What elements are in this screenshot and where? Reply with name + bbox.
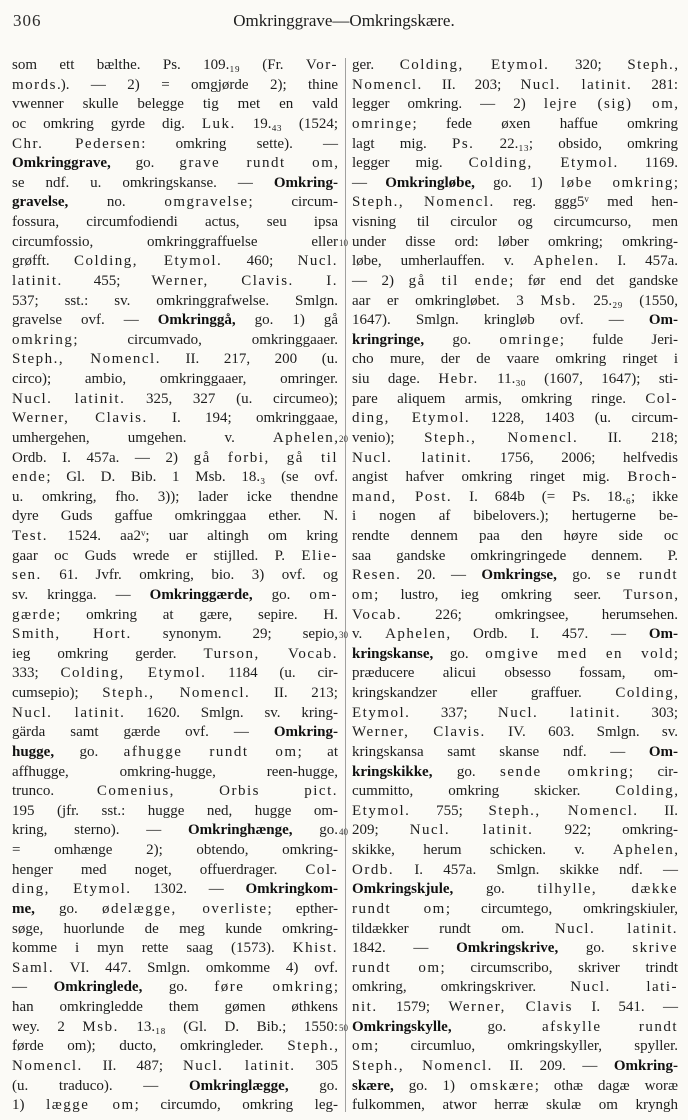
text-line: 1647). Smlgn. kringløb ovf. — Om- [352, 312, 678, 329]
text-line: kringskansa samt skanse ndf. — Om- [352, 743, 678, 760]
text-line: henger med noget, offuerdrager. Col- [12, 861, 338, 878]
text-line: aar er omkringløbet. 3 Msb. 25.₂₉ (1550, [352, 292, 678, 309]
text-line: præducere alicui obsesso fossam, om- [352, 665, 678, 682]
text-line: tildækker rundt om. Nucl. latinit. [352, 920, 678, 937]
text-line: nit. 1579; Werner, Clavis I. 541. — [352, 999, 679, 1015]
text-line: siu dage. Hebr. 11.₃₀ (1607, 1647); sti- [352, 371, 678, 387]
margin-line-number: 30 [339, 630, 348, 641]
text-line: Ordb. I. 457a. Smlgn. skikke ndf. — [352, 861, 678, 878]
text-line: 333; Colding, Etymol. 1184 (u. cir- [12, 665, 338, 682]
text-line: saa gandske omkringringede dennem. P. [352, 547, 678, 564]
text-line: dyre Guds gaffue omkringgaa ether. N. [12, 508, 338, 525]
text-line: — Omkringløbe, go. 1) løbe omkring; [352, 174, 678, 191]
text-line: Nomencl. II. 487; Nucl. latinit. 305 [12, 1057, 338, 1074]
text-line: rendte dennem paa den høyre side oc [352, 528, 678, 544]
column-divider [345, 58, 346, 1112]
text-line: omringe; fede øxen haffue omkring [352, 115, 678, 132]
text-line: circo); ambio, omkringgaaer, omringer. [12, 371, 338, 387]
text-line: = omhænge 2); obtendo, omkring- [12, 842, 338, 858]
text-line: visning til circulor og circumcurso, men [352, 214, 678, 230]
text-line: Nucl. latinit. 1620. Smlgn. sv. kring- [12, 704, 338, 721]
text-line: legger mig. Colding, Etymol. 1169. [352, 155, 678, 172]
text-line: cho mure, der de vaare omkring ringet i [352, 351, 678, 368]
text-line: Test. 1524. aa2ᵛ; uar altingh om kring [12, 528, 338, 544]
text-line: Resen. 20. — Omkringse, go. se rundt [352, 567, 678, 584]
text-line: Werner, Clavis. IV. 603. Smlgn. sv. [352, 724, 678, 741]
text-line: kringskanse, go. omgive med en vold; [352, 645, 678, 662]
text-line: omkring, omkringskriver. Nucl. lati- [352, 979, 678, 996]
text-line: affhugge, omkring-hugge, reen-hugge, [12, 763, 338, 780]
text-line: grøfft. Colding, Etymol. 460; Nucl. [12, 253, 338, 270]
page-title: Omkringgrave—Omkringskære. [233, 11, 455, 30]
text-line: sv. kringga. — Omkringgærde, go. om- [12, 586, 339, 603]
text-line: 195 (jfr. sst.: hugge ned, hugge om- [12, 802, 338, 819]
text-line: førde om); ducto, omkringleder. Steph., [12, 1038, 338, 1055]
text-line: vwenner skulle belegge tig met en vald [12, 96, 338, 113]
text-line: Steph., Nomencl. reg. ggg5ᵛ med hen- [352, 194, 678, 211]
text-line: Nomencl. II. 203; Nucl. latinit. 281: [352, 76, 678, 93]
text-line: gærde; omkring at gære, sepire. H. [12, 606, 338, 623]
margin-line-number: 20 [339, 433, 348, 444]
text-line: Nucl. latinit. 325, 327 (u. circumeo); [12, 390, 338, 407]
text-line: oc omkring gyrde dig. Luk. 19.₄₃ (1524; [12, 115, 339, 132]
text-line: wey. 2 Msb. 13.₁₈ (Gl. D. Bib.; 1550: [12, 1018, 338, 1035]
text-line: umhergehen, umgehen. v. Aphelen, [12, 429, 338, 446]
text-line: ding, Etymol. 1302. — Omkringkom- [12, 881, 338, 898]
text-line: lagt mig. Ps. 22.₁₃; obsido, omkring [352, 135, 678, 152]
text-line: 209; Nucl. latinit. 922; omkring- [352, 822, 679, 839]
text-line: v. Aphelen, Ordb. I. 457. — Om- [352, 626, 678, 643]
right-column [339, 56, 679, 1116]
text-line: mand, Post. I. 684b (= Ps. 18.₆; ikke [352, 488, 678, 505]
text-line: om; lustro, ieg omkring seer. Turson, [352, 586, 678, 603]
text-line: legger omkring. — 2) lejre (sig) om, [352, 96, 678, 113]
text-line: fulkommen, atwor herræ skulæ om kryngh [352, 1097, 678, 1114]
text-line: i nogen af bibelovers.); hertugerne be- [352, 508, 678, 525]
text-line: venio); Steph., Nomencl. II. 218; [352, 429, 678, 446]
text-line: ende; Gl. D. Bib. 1 Msb. 18.₃ (se ovf. [12, 469, 338, 486]
text-line: — Omkringlede, go. føre omkring; [12, 979, 339, 996]
text-line: som ett bælthe. Ps. 109.₁₉ (Fr. Vor- [12, 57, 338, 73]
text-line: ieg omkring gerder. Turson, Vocab. [12, 645, 338, 662]
text-line: Smith, Hort. synonym. 29; sepio, [12, 626, 338, 643]
text-line: rundt om; circumscribo, skriver trindt [352, 959, 678, 976]
text-line: kringskandzer eller graffuer. Colding, [352, 685, 678, 701]
text-line: Nucl. latinit. 1756, 2006; helfvedis [352, 449, 678, 466]
text-line: Werner, Clavis. I. 194; omkringgaae, [12, 410, 339, 427]
text-line: kring, sterno). — Omkringhænge, go. [12, 822, 338, 839]
text-line: ding, Etymol. 1228, 1403 (u. circum- [352, 410, 678, 427]
text-line: 537; sst.: sv. omkringgrafwelse. Smlgn. [12, 292, 338, 309]
text-line: mords.). — 2) = omgjørde 2); thine [12, 76, 338, 93]
text-line: skikke, herum schicken. v. Aphelen, [352, 842, 678, 858]
text-line: gärda samt gærde ovf. — Omkring- [12, 724, 338, 741]
text-line: fossura, circumfodiendi actus, seu ipsa [12, 214, 338, 230]
text-line: kringringe, go. omringe; fulde Jeri- [352, 331, 679, 348]
text-line: løbe, umherlauffen. v. Aphelen. I. 457a. [352, 253, 679, 270]
text-line: ger. Colding, Etymol. 320; Steph., [352, 57, 678, 73]
text-line: 1) lægge om; circumdo, omkring leg- [12, 1097, 339, 1114]
text-line: se ndf. u. omkringskanse. — Omkring- [12, 174, 338, 191]
text-line: angist hafver omkring ringet mig. Broch- [352, 469, 678, 486]
text-line: Steph., Nomencl. II. 209. — Omkring- [352, 1057, 678, 1074]
text-line: circumfossio, omkringgraffuelse eller [12, 233, 338, 250]
text-line: søge, huorlunde de meg kunde omkring- [12, 920, 338, 937]
text-line: under disse ord: løber omkring; omkring- [352, 233, 678, 250]
text-line: hugge, go. afhugge rundt om; at [12, 743, 339, 760]
text-line: kringskikke, go. sende omkring; cir- [352, 763, 678, 780]
text-line: komme i myn rette saag (1573). Khist. [12, 940, 338, 957]
page-number: 306 [13, 11, 42, 30]
margin-line-number: 40 [339, 826, 348, 837]
text-line: gravelse, no. omgravelse; circum- [12, 194, 338, 211]
margin-line-number: 10 [339, 237, 348, 248]
text-line: Chr. Pedersen: omkring sette). — [12, 135, 338, 152]
text-line: — 2) gå til ende; før end det gandske [352, 272, 678, 289]
text-line: me, go. ødelægge, overliste; epther- [12, 900, 339, 917]
text-line: Vocab. 226; omkringsee, herumsehen. [352, 606, 678, 623]
text-line: latinit. 455; Werner, Clavis. I. [12, 272, 338, 289]
left-column [12, 56, 338, 1116]
text-line: cummitto, omkring skicker. Colding, [352, 783, 678, 800]
text-line: gravelse ovf. — Omkringgå, go. 1) gå [12, 312, 338, 329]
text-line: om; circumluo, omkringskyller, spyller. [352, 1038, 678, 1055]
text-line: 1842. — Omkringskrive, go. skrive [352, 940, 679, 957]
text-line: Saml. VI. 447. Smlgn. omkomme 4) ovf. [12, 959, 338, 976]
text-line: skære, go. 1) omskære; othæ dagæ woræ [352, 1077, 678, 1094]
text-line: sen. 61. Jvfr. omkring, bio. 3) ovf. og [12, 567, 338, 584]
text-line: u. omkring, fho. 3)); lader icke thendne [12, 488, 338, 505]
text-line: Omkringskylle, go. afskylle rundt [352, 1018, 678, 1035]
text-line: (u. traduco). — Omkringlægge, go. [12, 1077, 338, 1094]
text-line: Etymol. 755; Steph., Nomencl. II. [352, 802, 678, 819]
text-line: han omkringledde them gømen øthkens [12, 999, 338, 1015]
text-line: Omkringgrave, go. grave rundt om, [12, 155, 339, 172]
text-line: rundt om; circumtego, omkringskiuler, [352, 900, 678, 917]
text-line: gaar oc Guds wrede er stijlled. P. Elie- [12, 547, 338, 564]
text-line: Omkringskjule, go. tilhylle, dække [352, 881, 678, 898]
text-line: Ordb. I. 457a. — 2) gå forbi, gå til [12, 449, 338, 466]
text-line: trunco. Comenius, Orbis pict. [12, 783, 338, 800]
text-line: cumsepio); Steph., Nomencl. II. 213; [12, 685, 338, 701]
text-line: Etymol. 337; Nucl. latinit. 303; [352, 704, 679, 721]
text-line: pare aliquem armis, omkring ringe. Col- [352, 390, 678, 407]
margin-line-number: 50 [339, 1022, 348, 1033]
text-line: Steph., Nomencl. II. 217, 200 (u. [12, 351, 338, 368]
text-line: omkring; circumvado, omkringgaaer. [12, 331, 338, 348]
